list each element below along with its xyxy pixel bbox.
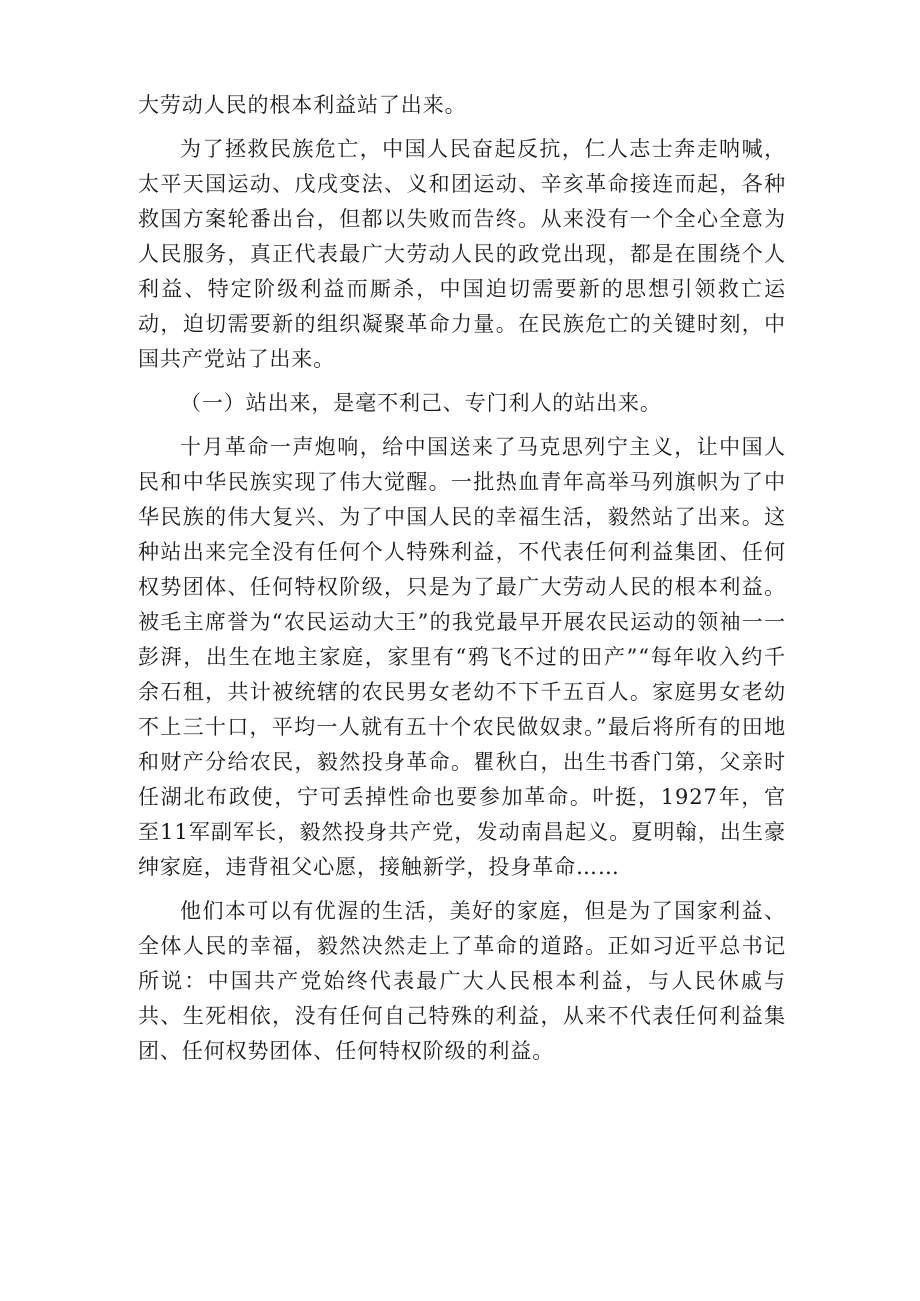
section-heading-stand-out: （一）站出来，是毫不利己、专门利人的站出来。 (180, 391, 662, 415)
paragraph-revolutionary-path: 他们本可以有优渥的生活，美好的家庭，但是为了国家利益、全体人民的幸福，毅然决然走上了革命的道路。正如习近平总书记所说：中国共产党始终代表最广大人民根本利益，与人民休戚与共、生死相依，没有任何自己特殊的利益，从来不代表任何利益集团、任何权势团体、任何特权阶级的利益。 (138, 899, 786, 1063)
paragraph-continuation: 大劳动人民的根本利益站了出来。 (138, 93, 467, 117)
paragraph-october-revolution: 十月革命一声炮响，给中国送来了马克思列宁主义，让中国人民和中华民族实现了伟大觉醒。一批热血青年高举马列旗帜为了中华民族的伟大复兴、为了中国人民的幸福生活，毅然站了出来。这种站出来完全没有任何个人特殊利益，不代表任何利益集团、任何权势团体、任何特权阶级，只是为了最广大劳动人民的根本利益。被毛主席誉为“农民运动大王”的我党最早开展农民运动的领袖一一彭湃，出生在地主家庭，家里有“鸦飞不过的田产”“每年收入约千余石租，共计被统辖的农民男女老幼不下千五百人。家庭男女老幼不上三十口，平均一人就有五十个农民做奴隶。”最后将所有的田地和财产分给农民，毅然投身革命。瞿秋白，出生书香门第，父亲时任湖北布政使，宁可丢掉性命也要参加革命。叶挺，1927年，官至11军副军长，毅然投身共产党，发动南昌起义。夏明翰，出生豪绅家庭，违背祖父心愿，接触新学，投身革命…… (138, 435, 786, 879)
document-body (138, 88, 786, 1078)
paragraph-national-crisis: 为了拯救民族危亡，中国人民奋起反抗，仁人志士奔走呐喊，太平天国运动、戊戌变法、义和团运动、辛亥革命接连而起，各种救国方案轮番出台，但都以失败而告终。从来没有一个全心全意为人民服务，真正代表最广大劳动人民的政党出现，都是在围绕个人利益、特定阶级利益而厮杀，中国迫切需要新的思想引领救亡运动，迫切需要新的组织凝聚革命力量。在民族危亡的关键时刻，中国共产党站了出来。 (138, 137, 786, 371)
